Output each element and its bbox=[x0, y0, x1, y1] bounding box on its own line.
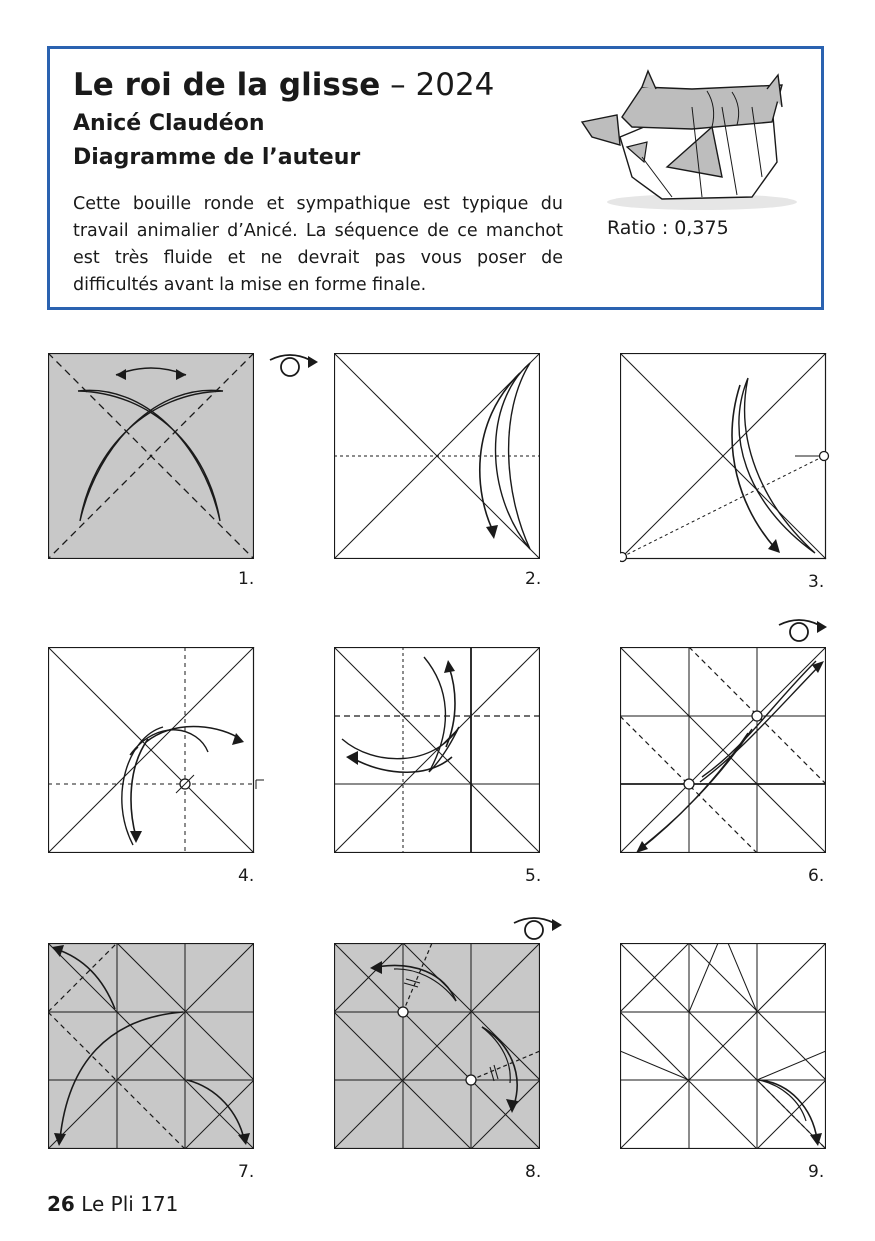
step-6-number: 6. bbox=[808, 866, 825, 886]
step-3-diagram bbox=[620, 353, 826, 559]
step-8-number: 8. bbox=[525, 1162, 542, 1182]
step-4-number: 4. bbox=[238, 866, 255, 886]
step-4-diagram bbox=[48, 647, 254, 853]
step-1-diagram bbox=[48, 353, 254, 559]
page-title bbox=[73, 67, 494, 103]
page-number: 26 bbox=[47, 1192, 75, 1216]
diagram-credit: Diagramme de l’auteur bbox=[73, 145, 361, 170]
model-title: Le roi de la glisse bbox=[73, 67, 381, 103]
model-year: 2024 bbox=[415, 67, 495, 103]
paper-ratio: Ratio : 0,375 bbox=[607, 217, 729, 239]
step-9-number: 9. bbox=[808, 1162, 825, 1182]
header-box bbox=[47, 46, 824, 310]
title-separator: – bbox=[380, 67, 416, 103]
page-footer bbox=[47, 1192, 178, 1216]
step-3-number: 3. bbox=[808, 572, 825, 592]
turn-over-icon bbox=[266, 352, 318, 378]
step-5-number: 5. bbox=[525, 866, 542, 886]
step-9-diagram bbox=[620, 943, 826, 1149]
author-name: Anicé Claudéon bbox=[73, 111, 265, 136]
step-2-number: 2. bbox=[525, 569, 542, 589]
step-2-diagram bbox=[334, 353, 540, 559]
turn-over-icon-2 bbox=[775, 617, 827, 643]
step-7-number: 7. bbox=[238, 1162, 255, 1182]
turn-over-icon-3 bbox=[510, 915, 562, 941]
model-description: Cette bouille ronde et sympathique est typique du travail animalier d’Anicé. La séquence de ce manchot est très fluide et ne devrait pas vous poser de difficultés avant la mise en forme finale. bbox=[73, 194, 563, 295]
step-1-number: 1. bbox=[238, 569, 255, 589]
step-7-diagram bbox=[48, 943, 254, 1149]
step-8-diagram bbox=[334, 943, 540, 1149]
finished-penguin-illustration bbox=[572, 67, 812, 217]
step-5-diagram bbox=[334, 647, 540, 853]
step-6-diagram bbox=[620, 647, 826, 853]
magazine-issue: Le Pli 171 bbox=[81, 1192, 179, 1216]
